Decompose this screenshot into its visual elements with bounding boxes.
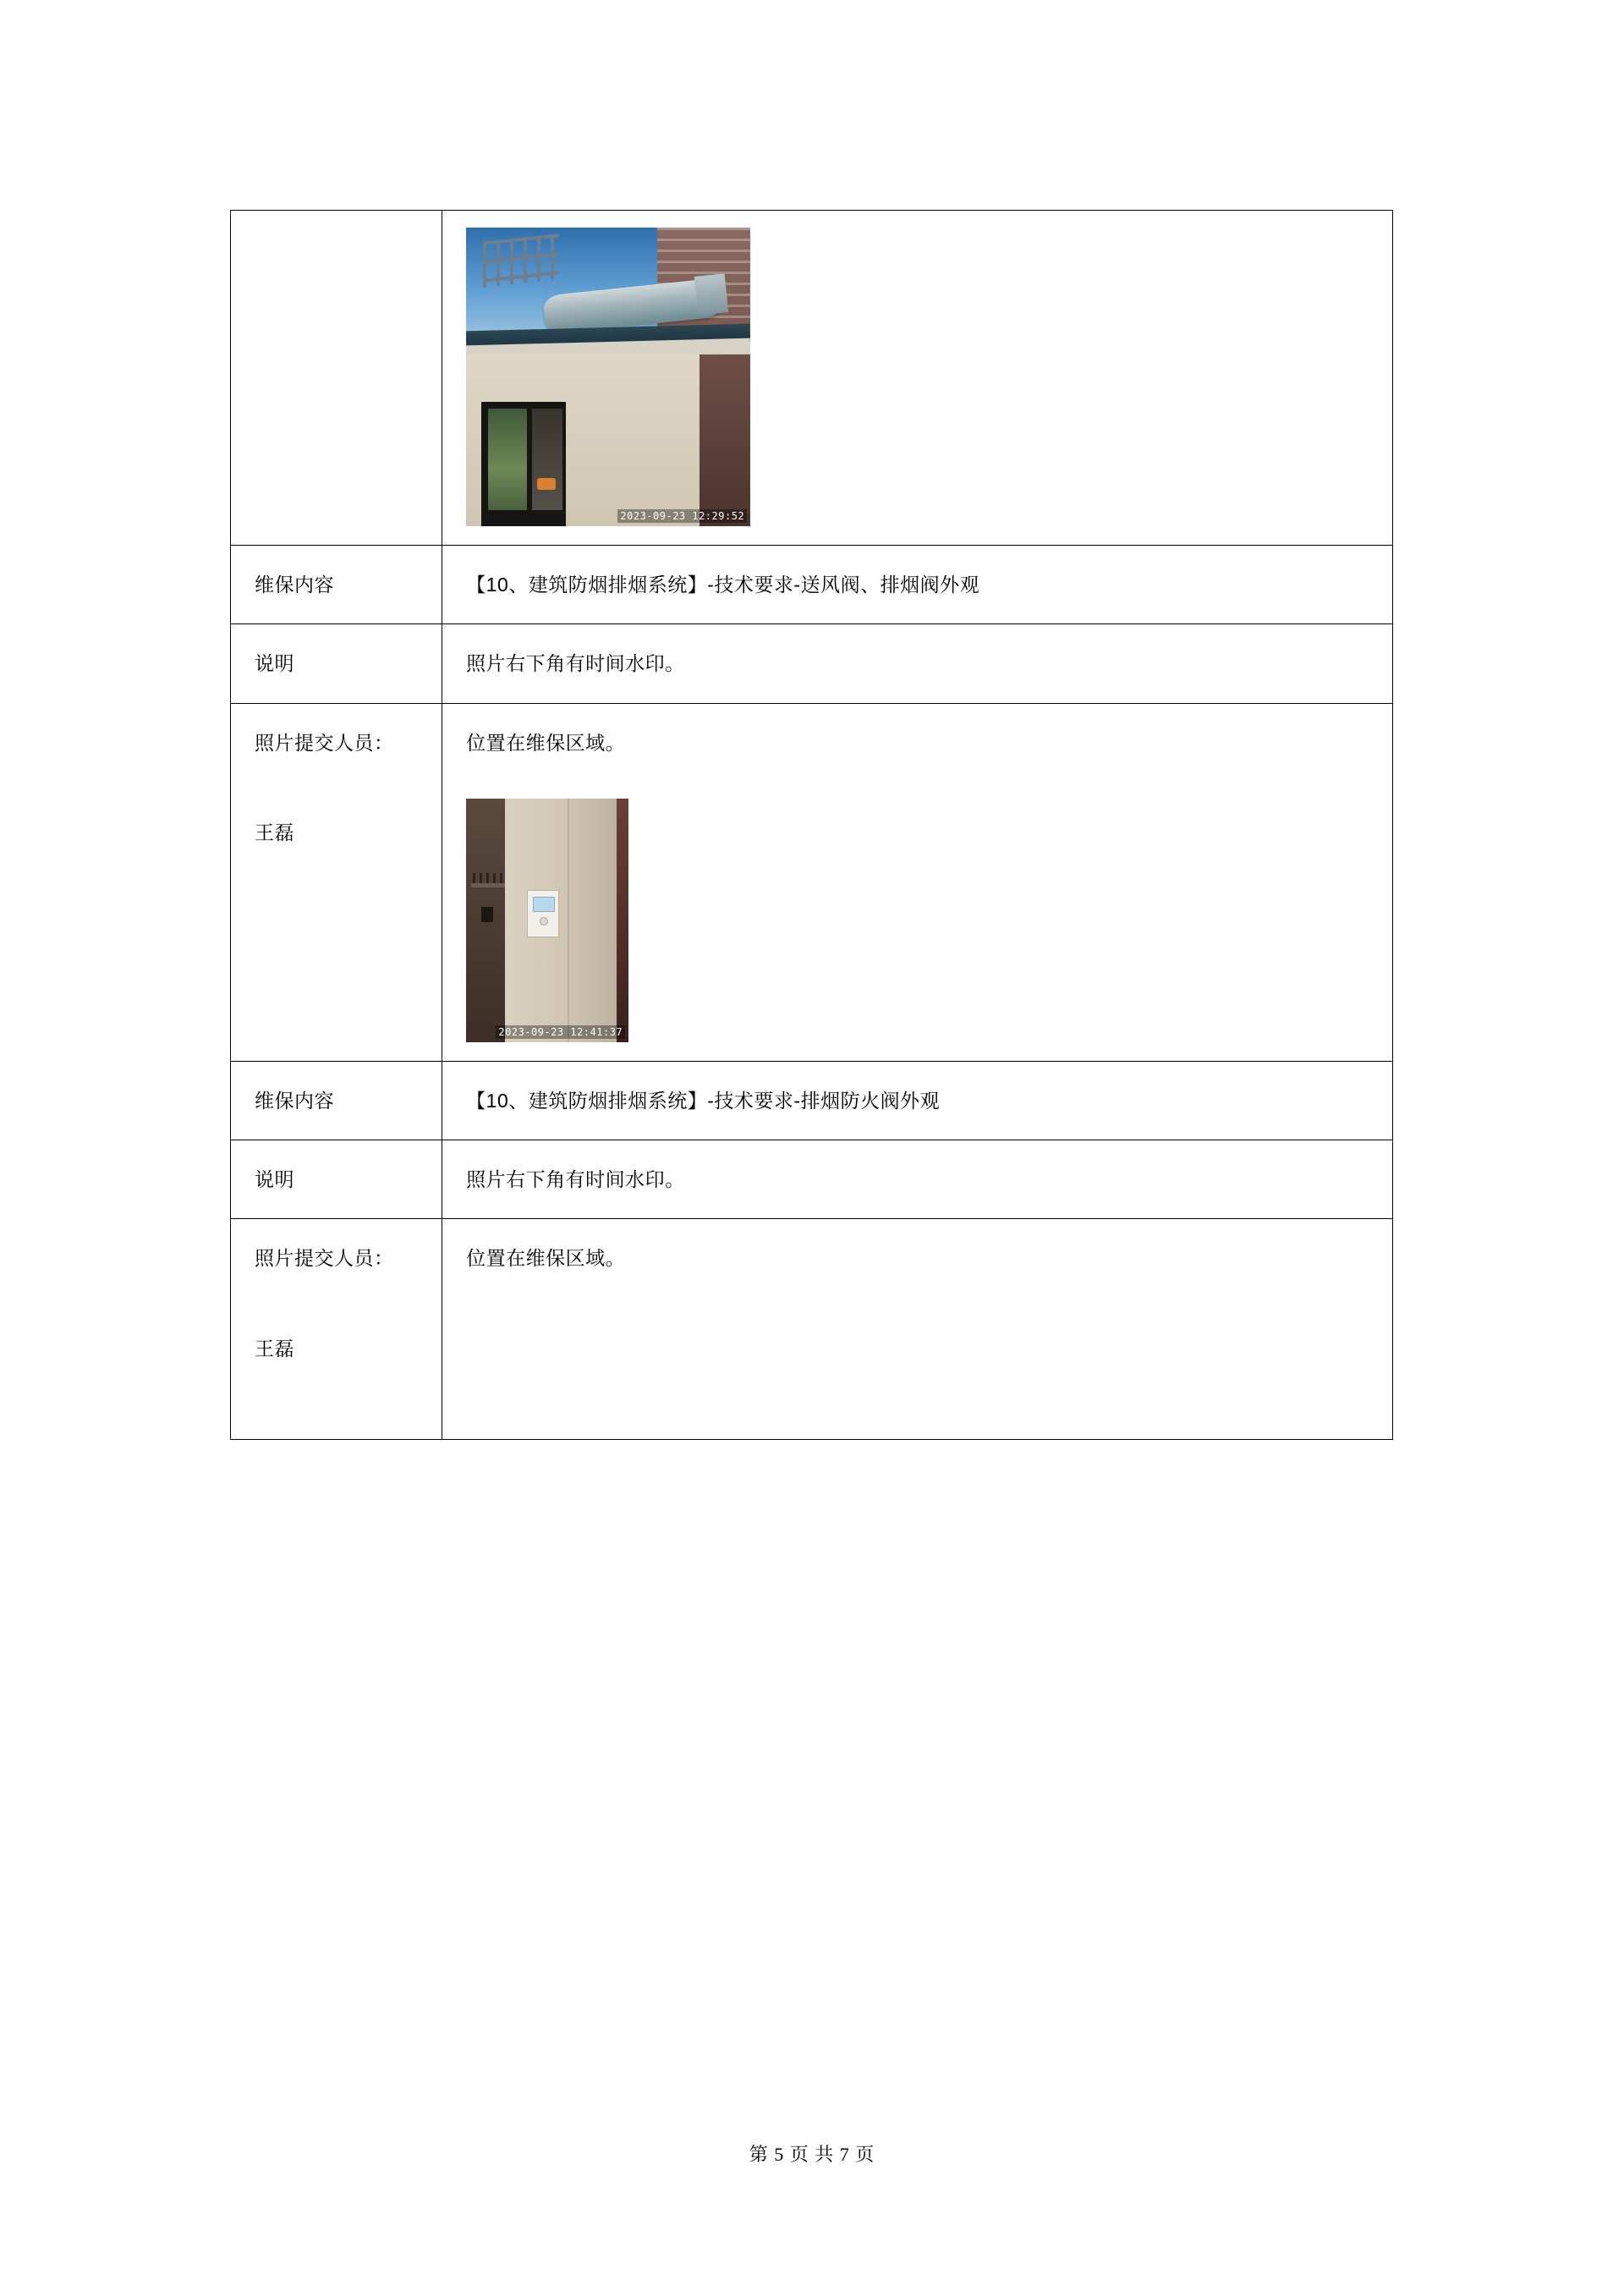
row-content-cell-description (442, 624, 1393, 703)
right-wall-panel (700, 354, 750, 526)
table-row (231, 1061, 1393, 1140)
row-label-cell-submitter (231, 703, 442, 1061)
row-content-cell-photo (442, 211, 1393, 546)
submitter-label: 照片提交人员： (255, 1247, 394, 1270)
row-label-cell-description (231, 624, 442, 703)
row-value: 【10、建筑防烟排烟系统】-技术要求-送风阀、排烟阀外观 (466, 574, 980, 596)
timestamp-watermark: 2023-09-23 12:29:52 (617, 509, 747, 523)
row-content-cell-maintenance-content (442, 1061, 1393, 1140)
row-label-cell-empty (231, 211, 442, 546)
maintenance-record-table (230, 210, 1393, 1440)
row-content-cell-description (442, 1140, 1393, 1219)
wall-device-box (481, 907, 493, 922)
row-label: 说明 (255, 652, 294, 675)
table-row (231, 546, 1393, 624)
panel-display (533, 897, 555, 912)
table-row (231, 1219, 1393, 1440)
table-row (231, 703, 1393, 1061)
row-label (231, 211, 442, 255)
main-wall (505, 799, 617, 1042)
duct-end-cap (694, 273, 729, 316)
scaffold-structure (483, 233, 559, 287)
timestamp-watermark: 2023-09-23 12:41:37 (496, 1025, 625, 1039)
wall-seam (568, 799, 569, 1042)
hook-rail (471, 883, 505, 887)
table-row (231, 624, 1393, 703)
row-label: 维保内容 (255, 574, 334, 596)
row-value: 照片右下角有时间水印。 (466, 1168, 685, 1190)
door-interior (532, 409, 562, 510)
page-footer (0, 2140, 1624, 2167)
row-label: 维保内容 (255, 1089, 334, 1112)
panel-button (540, 917, 548, 926)
page-number-text: 第 5 页 共 7 页 (749, 2144, 875, 2165)
photo-container (442, 782, 1392, 1061)
orange-object (537, 478, 556, 490)
submitter-name: 王磊 (255, 821, 294, 843)
row-content-cell-submitter (442, 703, 1393, 1061)
row-content-cell-submitter (442, 1219, 1393, 1440)
right-edge-wall (617, 799, 628, 1042)
row-label-cell-maintenance-content (231, 546, 442, 624)
table-row (231, 1140, 1393, 1219)
table-row (231, 211, 1393, 546)
row-label-cell-maintenance-content (231, 1061, 442, 1140)
row-label-cell-description (231, 1140, 442, 1219)
switch-panel-photo (466, 799, 628, 1042)
row-label: 说明 (255, 1168, 294, 1190)
submitter-label: 照片提交人员： (255, 731, 394, 754)
duct-photo (466, 228, 750, 526)
row-label-cell-submitter (231, 1219, 442, 1440)
row-value: 位置在维保区域。 (466, 731, 626, 754)
control-panel (527, 890, 559, 937)
photo-container (442, 211, 1392, 545)
submitter-name: 王磊 (255, 1337, 294, 1359)
row-value: 【10、建筑防烟排烟系统】-技术要求-排烟防火阀外观 (466, 1089, 941, 1112)
row-value: 位置在维保区域。 (466, 1247, 626, 1270)
row-content-cell-maintenance-content (442, 546, 1393, 624)
door-glass (488, 409, 527, 510)
row-value: 照片右下角有时间水印。 (466, 652, 685, 675)
